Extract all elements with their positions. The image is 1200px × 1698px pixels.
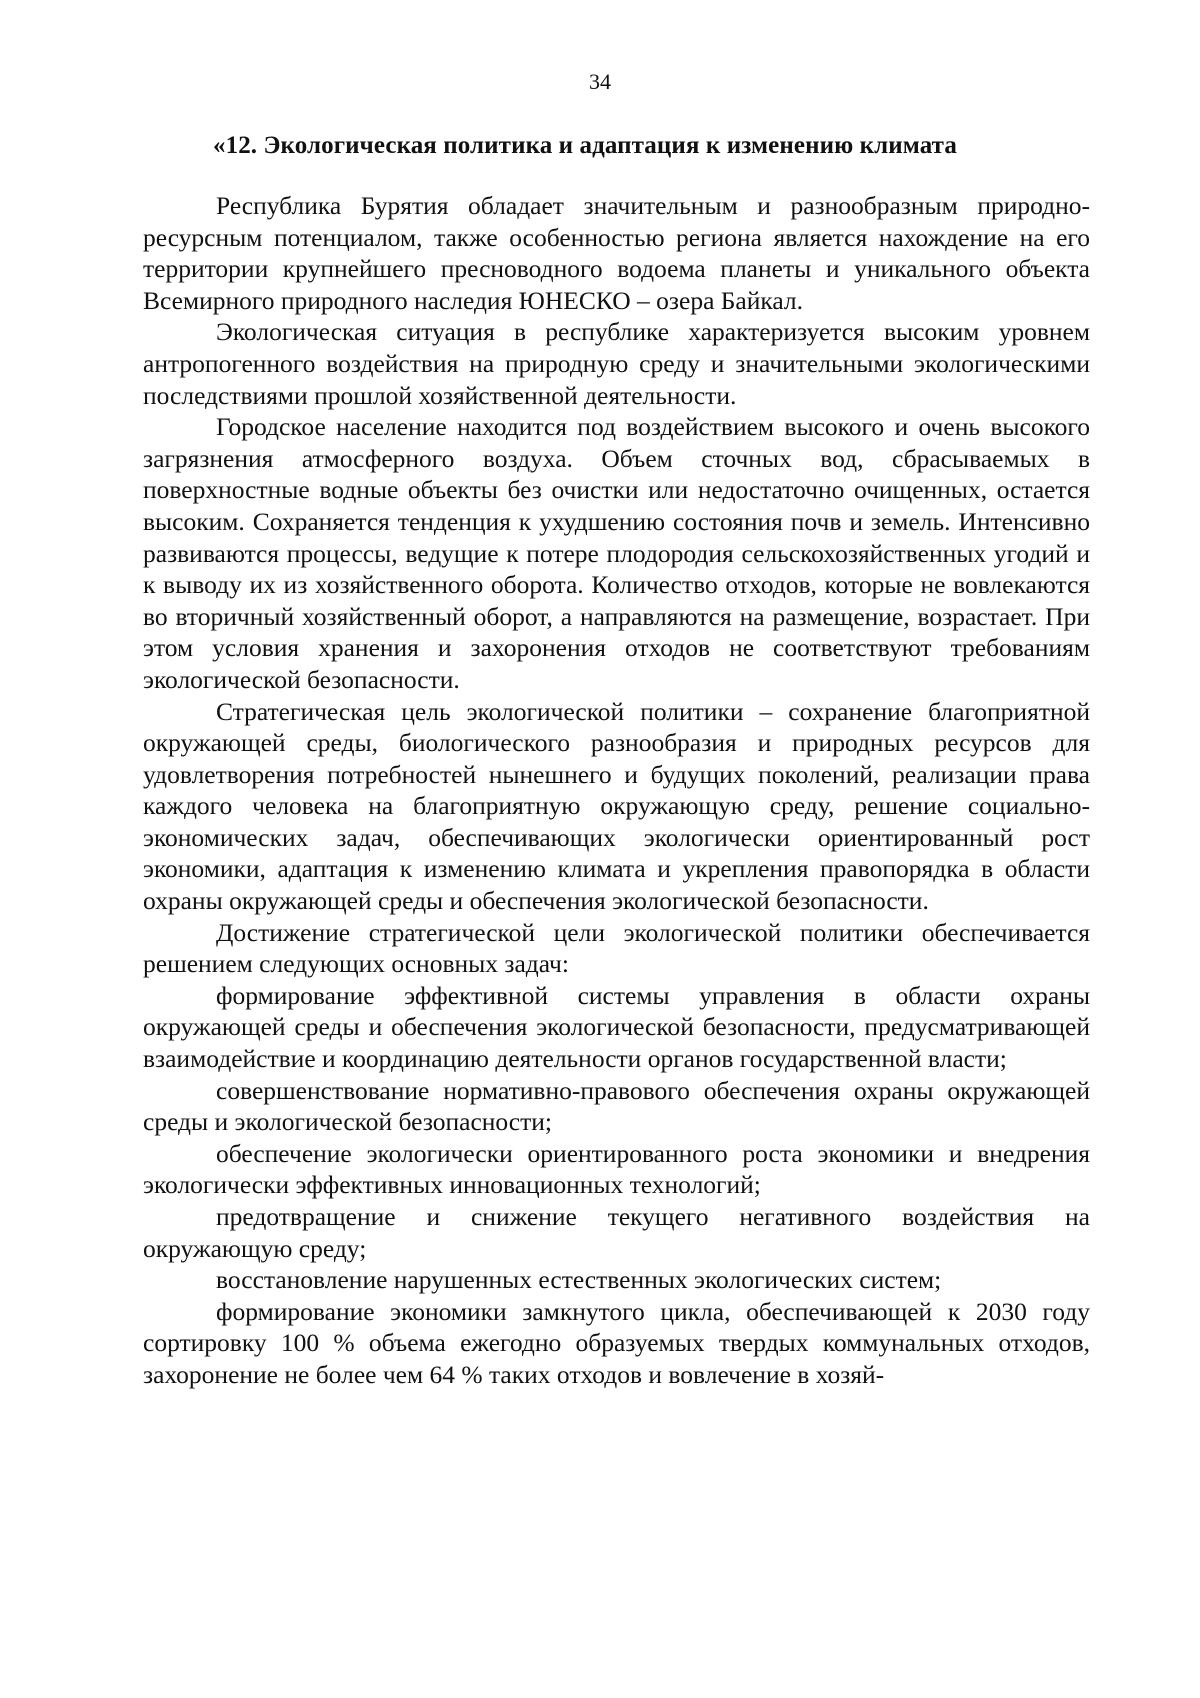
paragraph: Стратегическая цель экологической политики – сохранение благоприятной окружающей среды, биологического разнообразия и природных ресурсов для удовлетворения потребностей нынешнего и будущих поколений, реализации права каждого человека на благоприятную окружающую среду, решение социально-экономических задач, обеспечивающих экологически ориентированный рост экономики, адаптация к изменению климата и укрепления правопорядка в области охраны окружающей среды и обеспечения экологической безопасности. <box>143 696 1090 916</box>
task-item: обеспечение экологически ориентированного роста экономики и внедрения экологически эффективных инновационных технологий; <box>143 1138 1090 1200</box>
task-item: совершенствование нормативно-правового обеспечения охраны окружающей среды и экологической безопасности; <box>143 1075 1090 1137</box>
paragraph: Городское население находится под воздействием высокого и очень высокого загрязнения атмосферного воздуха. Объем сточных вод, сбрасываемых в поверхностные водные объекты без очистки или недостаточно очищенных, остается высоким. Сохраняется тенденция к ухудшению состояния почв и земель. Интенсивно развиваются процессы, ведущие к потере плодородия сельскохозяйственных угодий и к выводу их из хозяйственного оборота. Количество отходов, которые не вовлекаются во вторичный хозяйственный оборот, а направляются на размещение, возрастает. При этом условия хранения и захоронения отходов не соответствуют требованиям экологической безопасности. <box>143 412 1090 694</box>
paragraph: Экологическая ситуация в республике характеризуется высоким уровнем антропогенного воздействия на природную среду и значительными экологическими последствиями прошлой хозяйственной деятельности. <box>143 317 1090 410</box>
page-number: 34 <box>589 69 611 94</box>
section-heading: «12. Экологическая политика и адаптация к изменению климата <box>213 132 957 159</box>
task-item: формирование экономики замкнутого цикла, обеспечивающей к 2030 году сортировку 100 % объема ежегодно образуемых твердых коммунальных отходов, захоронение не более чем 64 % таких отходов и вовлечение в хозяй- <box>143 1296 1090 1389</box>
paragraph: Достижение стратегической цели экологической политики обеспечивается решением следующих основных задач: <box>143 917 1090 979</box>
paragraph: Республика Бурятия обладает значительным и разнообразным природно-ресурсным потенциалом, также особенностью региона является нахождение на его территории крупнейшего пресноводного водоема планеты и уникального объекта Всемирного природного наследия ЮНЕСКО – озера Байкал. <box>143 191 1090 315</box>
body-text <box>143 190 1090 1391</box>
task-item: формирование эффективной системы управления в области охраны окружающей среды и обеспечения экологической безопасности, предусматривающей взаимодействие и координацию деятельности органов государственной власти; <box>143 980 1090 1074</box>
task-item: восстановление нарушенных естественных экологических систем; <box>216 1265 942 1295</box>
task-item: предотвращение и снижение текущего негативного воздействия на окружающую среду; <box>143 1202 1090 1263</box>
